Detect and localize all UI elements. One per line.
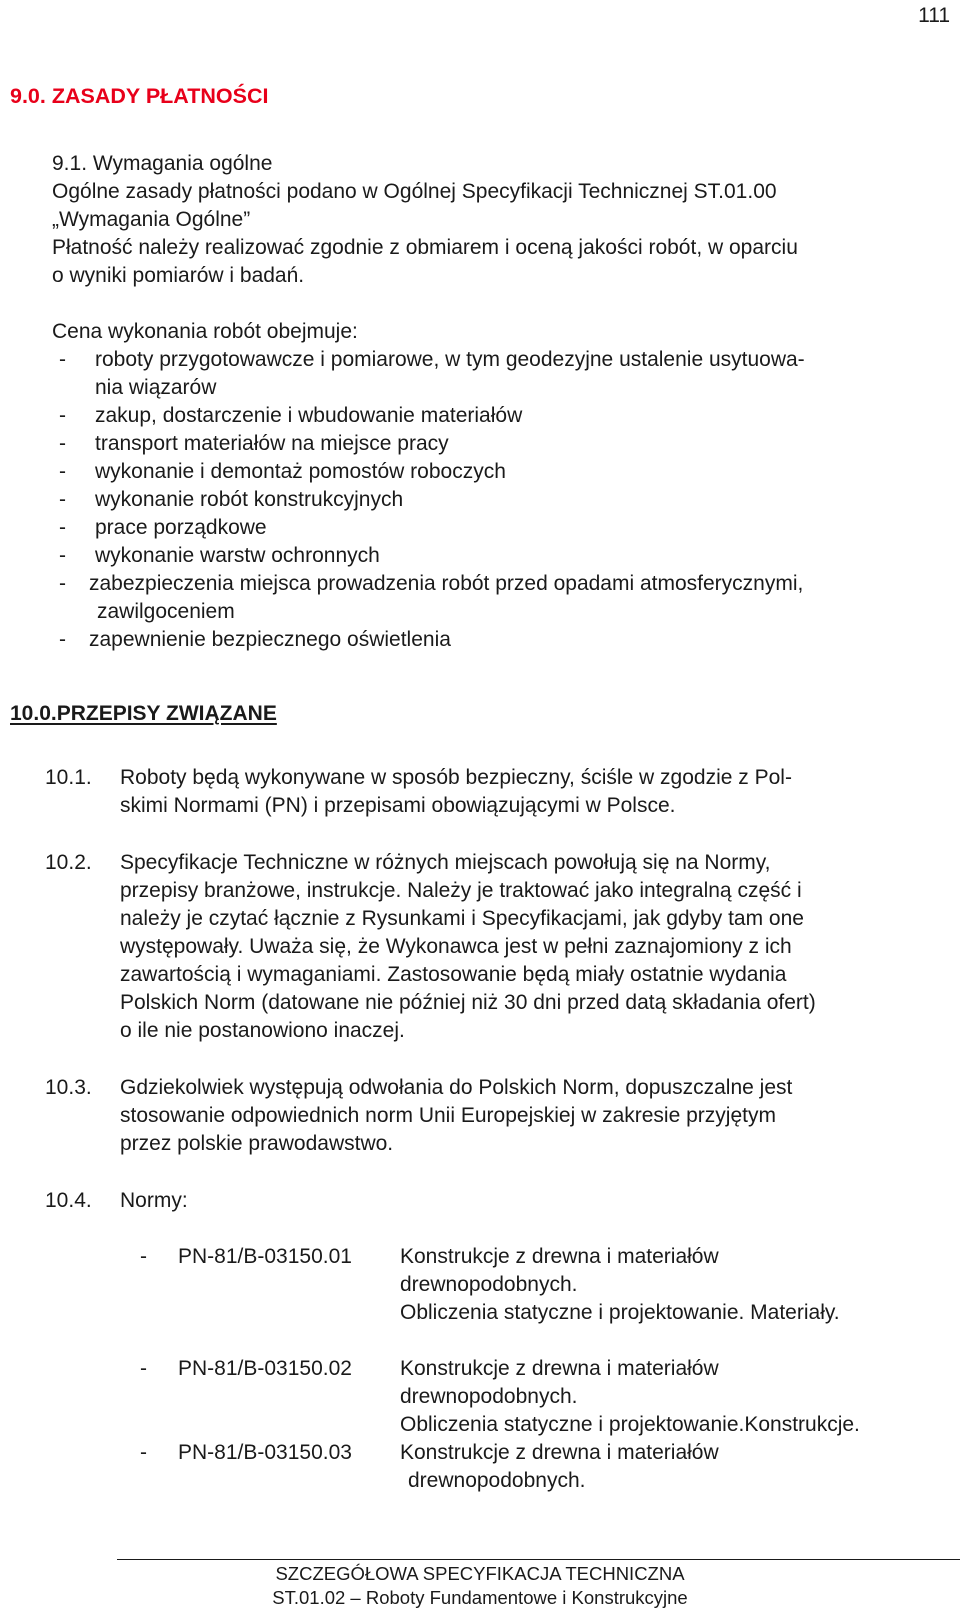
norm-dash: - [140,1357,147,1380]
footer-divider [117,1559,960,1560]
list-dash: - [59,404,66,427]
footer-subtitle: ST.01.02 – Roboty Fundamentowe i Konstrukcyjne [272,1587,688,1608]
list-item-continued: zawilgoceniem [97,600,235,623]
item-line: Gdziekolwiek występują odwołania do Polskich Norm, dopuszczalne jest [120,1076,793,1099]
section-10-heading: 10.0.PRZEPISY ZWIĄZANE [10,702,277,725]
list-item: zapewnienie bezpiecznego oświetlenia [89,628,451,651]
norm-dash: - [140,1245,147,1268]
section-9-1-subheading: 9.1. Wymagania ogólne [52,152,273,175]
list-item: zakup, dostarczenie i wbudowanie materiałów [95,404,523,427]
norm-description: Konstrukcje z drewna i materiałów [400,1245,719,1268]
list-dash: - [59,460,66,483]
norm-description: Obliczenia statyczne i projektowanie. Materiały. [400,1301,840,1324]
item-line: przez polskie prawodawstwo. [120,1132,394,1155]
norm-description: Obliczenia statyczne i projektowanie.Konstrukcje. [400,1413,860,1436]
item-number: 10.4. [45,1189,92,1212]
list-item-continued: nia wiązarów [95,376,217,399]
paragraph-line: Płatność należy realizować zgodnie z obmiarem i oceną jakości robót, w oparciu [52,236,798,259]
norm-description: drewnopodobnych. [400,1273,578,1296]
footer-title: SZCZEGÓŁOWA SPECYFIKACJA TECHNICZNA [275,1563,685,1584]
list-item: zabezpieczenia miejsca prowadzenia robót przed opadami atmosferycznymi, [89,572,804,595]
list-dash: - [59,488,66,511]
norm-description: drewnopodobnych. [400,1385,578,1408]
item-line: skimi Normami (PN) i przepisami obowiązującymi w Polsce. [120,794,676,817]
item-number: 10.2. [45,851,92,874]
item-line: stosowanie odpowiednich norm Unii Europejskiej w zakresie przyjętym [120,1104,776,1127]
paragraph-line: Ogólne zasady płatności podano w Ogólnej Specyfikacji Technicznej ST.01.00 [52,180,777,203]
list-dash: - [59,348,66,371]
section-9-heading: 9.0. ZASADY PŁATNOŚCI [10,84,269,108]
item-line: Specyfikacje Techniczne w różnych miejscach powołują się na Normy, [120,851,771,874]
paragraph-line: o wyniki pomiarów i badań. [52,264,305,287]
norm-code: PN-81/B-03150.01 [178,1245,352,1268]
item-line: przepisy branżowe, instrukcje. Należy je traktować jako integralną część i [120,879,802,902]
item-line: o ile nie postanowiono inaczej. [120,1019,405,1042]
item-line: należy je czytać łącznie z Rysunkami i Specyfikacjami, jak gdyby tam one [120,907,804,930]
item-line: zawartością i wymaganiami. Zastosowanie będą miały ostatnie wydania [120,963,787,986]
item-line: Roboty będą wykonywane w sposób bezpieczny, ściśle w zgodzie z Pol- [120,766,792,789]
item-line: Normy: [120,1189,188,1212]
list-dash: - [59,432,66,455]
norm-description: Konstrukcje z drewna i materiałów [400,1357,719,1380]
cena-intro: Cena wykonania robót obejmuje: [52,320,358,343]
item-line: występowały. Uważa się, że Wykonawca jest w pełni zaznajomiony z ich [120,935,792,958]
list-item: wykonanie i demontaż pomostów roboczych [95,460,506,483]
item-number: 10.1. [45,766,92,789]
norm-description: Konstrukcje z drewna i materiałów [400,1441,719,1464]
list-item: wykonanie warstw ochronnych [95,544,380,567]
item-line: Polskich Norm (datowane nie później niż 30 dni przed datą składania ofert) [120,991,816,1014]
list-dash: - [59,516,66,539]
norm-description: drewnopodobnych. [408,1469,586,1492]
list-item: prace porządkowe [95,516,267,539]
list-item: wykonanie robót konstrukcyjnych [95,488,404,511]
list-dash: - [59,628,66,651]
list-item: transport materiałów na miejsce pracy [95,432,449,455]
norm-code: PN-81/B-03150.03 [178,1441,352,1464]
norm-dash: - [140,1441,147,1464]
list-item: roboty przygotowawcze i pomiarowe, w tym geodezyjne ustalenie usytuowa- [95,348,805,371]
item-number: 10.3. [45,1076,92,1099]
list-dash: - [59,544,66,567]
list-dash: - [59,572,66,595]
paragraph-line: „Wymagania Ogólne” [52,208,251,231]
norm-code: PN-81/B-03150.02 [178,1357,352,1380]
page-number: 111 [918,4,950,27]
